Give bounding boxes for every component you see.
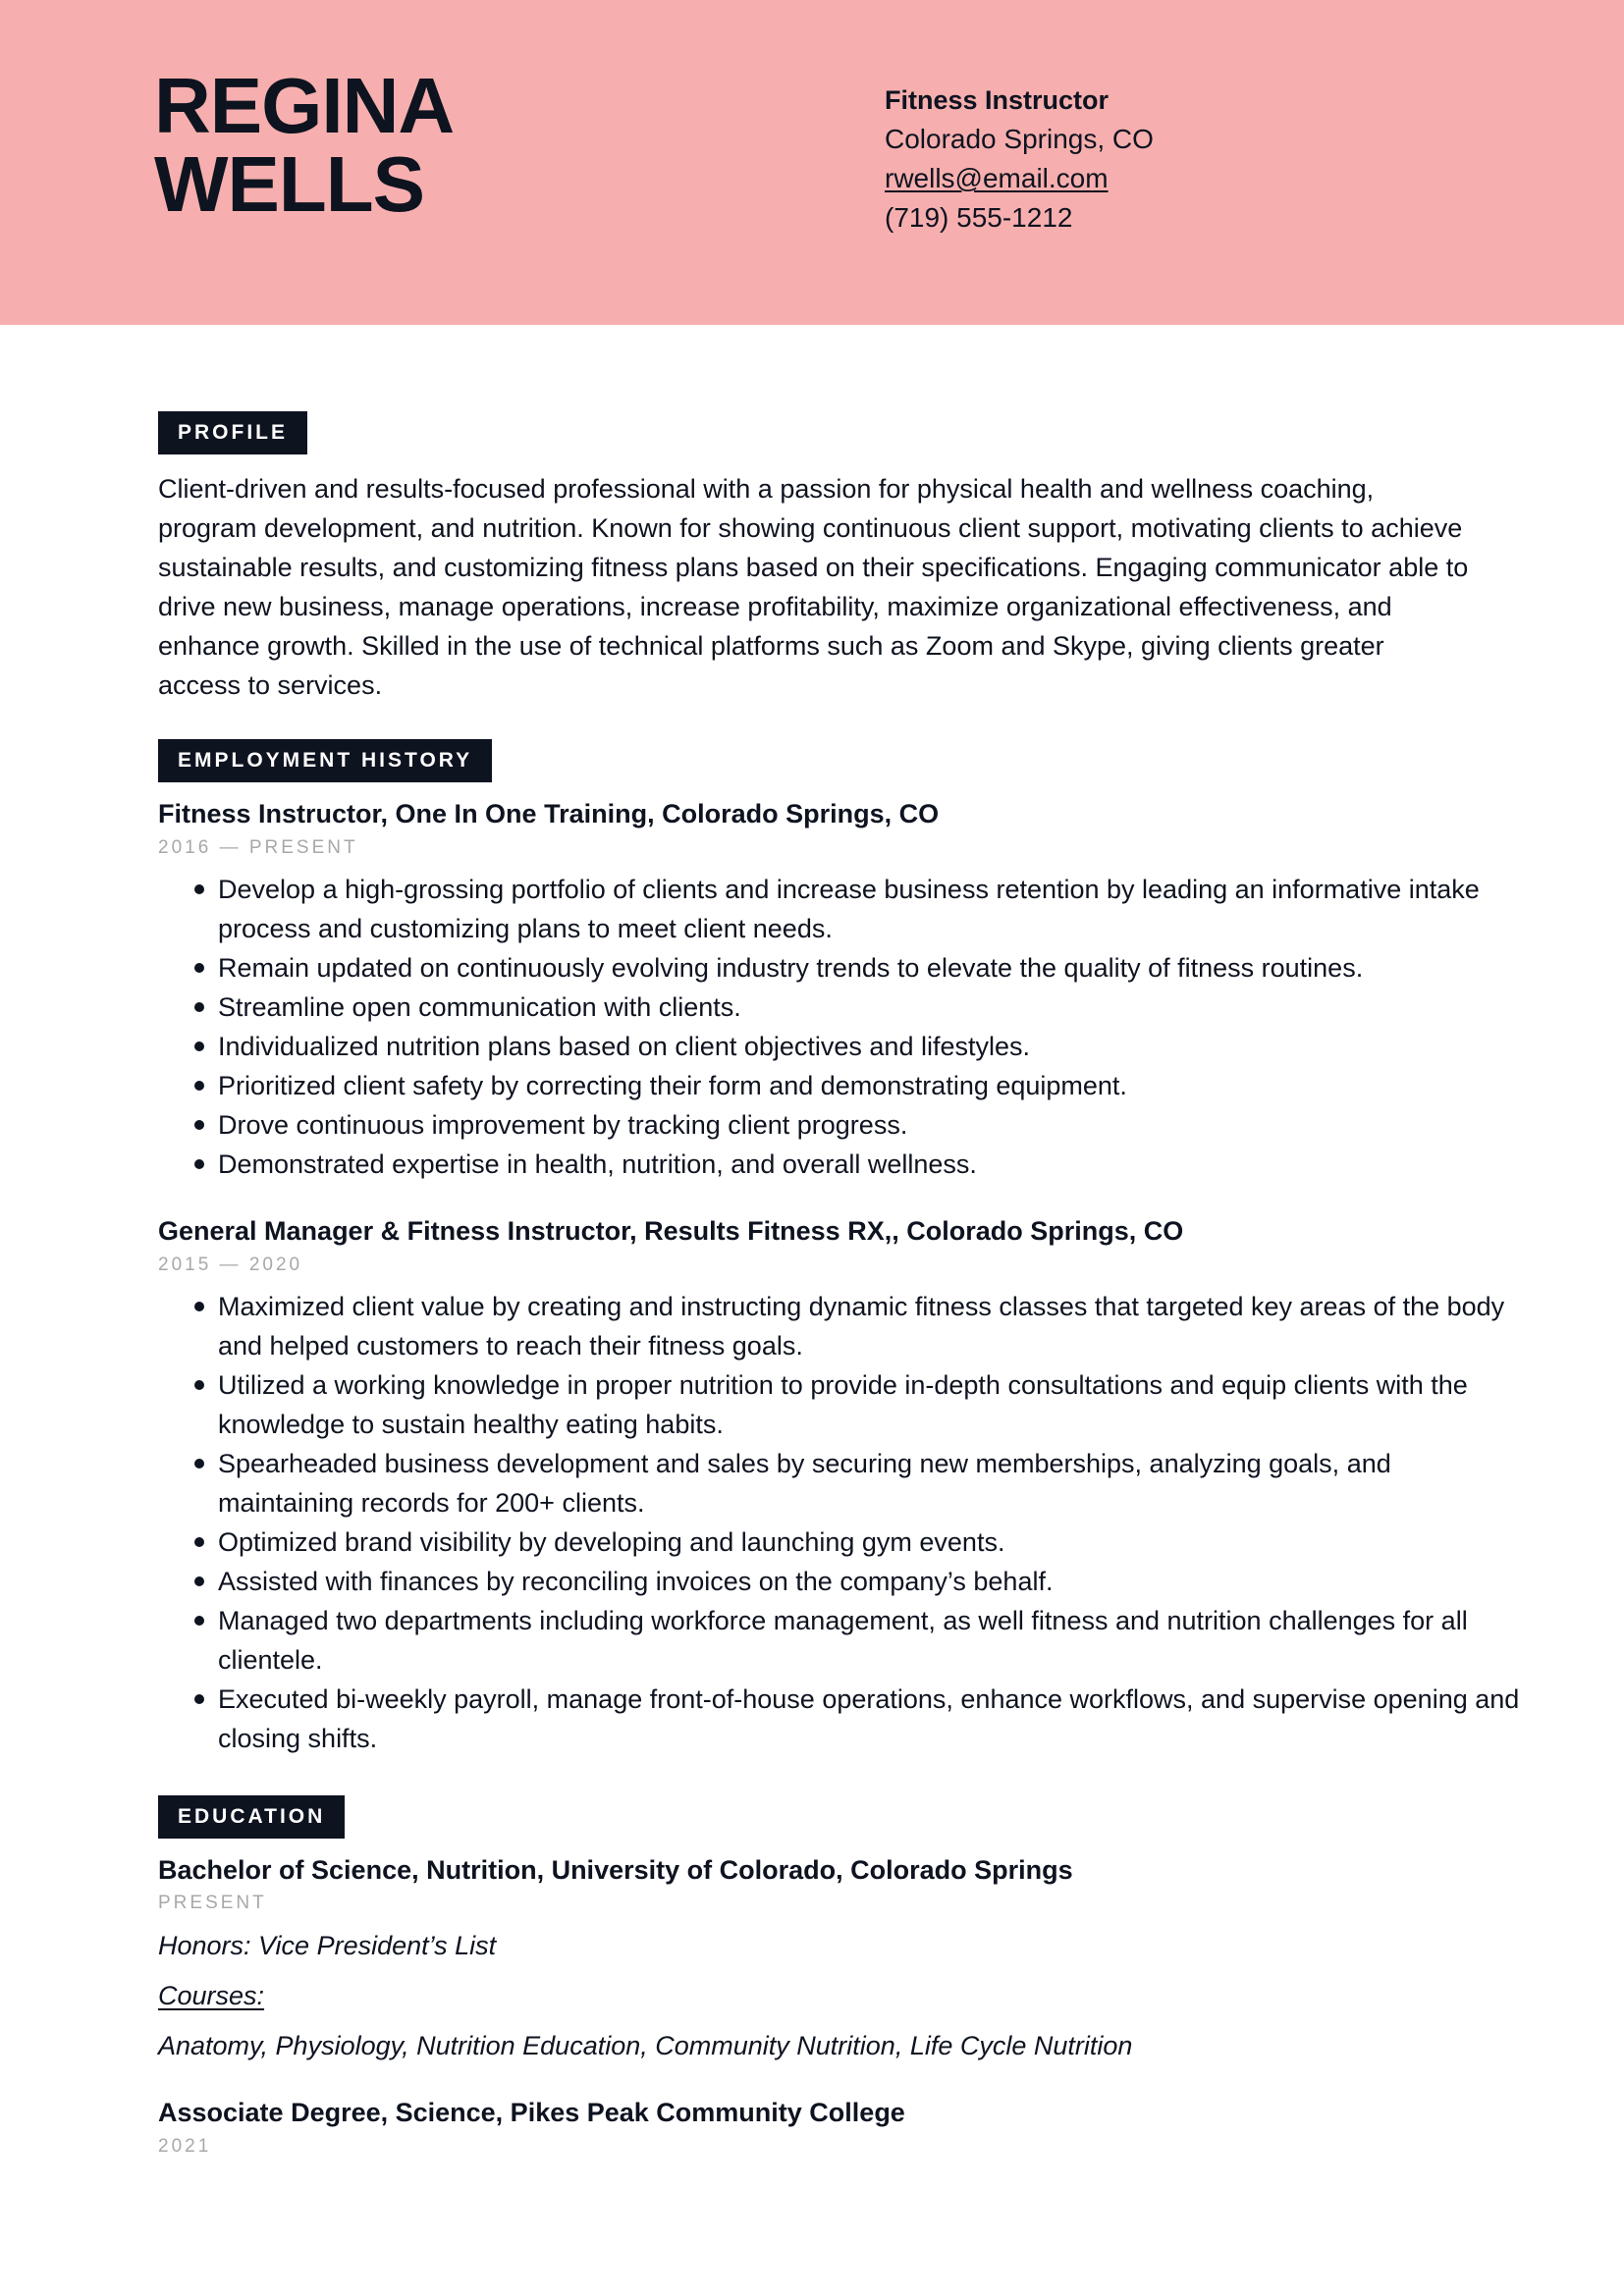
education-honors: Honors: Vice President’s List bbox=[158, 1931, 497, 1960]
bullet-icon bbox=[194, 1694, 204, 1704]
job-title: Fitness Instructor bbox=[885, 85, 1110, 115]
education-courses: Anatomy, Physiology, Nutrition Education, Community Nutrition, Life Cycle Nutrition bbox=[158, 2031, 1133, 2060]
list-item: Individualized nutrition plans based on client objectives and lifestyles. bbox=[218, 1027, 1534, 1066]
education-title-2: Associate Degree, Science, Pikes Peak Community College bbox=[158, 2098, 905, 2127]
list-item: Assisted with finances by reconciling invoices on the company’s behalf. bbox=[218, 1562, 1534, 1601]
bullet-icon bbox=[194, 1576, 204, 1586]
bullet-icon bbox=[194, 1616, 204, 1626]
bullet-icon bbox=[194, 1302, 204, 1311]
list-item: Streamline open communication with clients. bbox=[218, 988, 1534, 1027]
education-courses-label: Courses: bbox=[158, 1981, 265, 2010]
list-item: Develop a high-grossing portfolio of clients and increase business retention by leading an informative intake process and customizing plans to meet client needs. bbox=[218, 870, 1534, 948]
list-item: Prioritized client safety by correcting their form and demonstrating equipment. bbox=[218, 1066, 1534, 1105]
last-name: WELLS bbox=[154, 140, 424, 228]
resume-header bbox=[0, 0, 1624, 325]
list-item: Optimized brand visibility by developing and launching gym events. bbox=[218, 1522, 1534, 1562]
list-item: Managed two departments including workforce management, as well fitness and nutrition challenges for all clientele. bbox=[218, 1601, 1534, 1680]
bullet-icon bbox=[194, 1159, 204, 1169]
first-name: REGINA bbox=[154, 62, 455, 149]
contact-block bbox=[885, 80, 1154, 238]
email-link[interactable]: rwells@email.com bbox=[885, 163, 1109, 193]
bullet-icon bbox=[194, 1041, 204, 1051]
section-heading-education: EDUCATION bbox=[158, 1795, 345, 1839]
section-heading-employment: EMPLOYMENT HISTORY bbox=[158, 739, 492, 782]
bullet-icon bbox=[194, 884, 204, 894]
list-item: Maximized client value by creating and instructing dynamic fitness classes that targeted key areas of the body and helped customers to reach their fitness goals. bbox=[218, 1287, 1534, 1365]
education-dates-1: PRESENT bbox=[158, 1893, 267, 1913]
list-item: Spearheaded business development and sales by securing new memberships, analyzing goals, and maintaining records for 200+ clients. bbox=[218, 1444, 1534, 1522]
candidate-name bbox=[154, 62, 455, 228]
list-item: Remain updated on continuously evolving industry trends to elevate the quality of fitness routines. bbox=[218, 948, 1534, 988]
job-bullets-1 bbox=[158, 870, 1534, 1184]
bullet-icon bbox=[194, 1120, 204, 1130]
list-item: Demonstrated expertise in health, nutrition, and overall wellness. bbox=[218, 1145, 1534, 1184]
phone: (719) 555-1212 bbox=[885, 202, 1073, 233]
location: Colorado Springs, CO bbox=[885, 124, 1154, 154]
bullet-icon bbox=[194, 1459, 204, 1468]
job-title-2: General Manager & Fitness Instructor, Results Fitness RX,, Colorado Springs, CO bbox=[158, 1216, 1184, 1246]
bullet-icon bbox=[194, 963, 204, 973]
list-item: Executed bi-weekly payroll, manage front-of-house operations, enhance workflows, and supervise opening and closing shifts. bbox=[218, 1680, 1534, 1758]
job-dates-2: 2015 — 2020 bbox=[158, 1255, 303, 1275]
education-dates-2: 2021 bbox=[158, 2136, 212, 2157]
job-title-1: Fitness Instructor, One In One Training, Colorado Springs, CO bbox=[158, 799, 940, 828]
education-title-1: Bachelor of Science, Nutrition, University of Colorado, Colorado Springs bbox=[158, 1855, 1073, 1885]
list-item: Drove continuous improvement by tracking client progress. bbox=[218, 1105, 1534, 1145]
job-dates-1: 2016 — PRESENT bbox=[158, 837, 358, 858]
profile-text: Client-driven and results-focused professional with a passion for physical health and wellness coaching, program development, and nutrition. Known for showing continuous client support, motivating clients to achieve sustainable results, and customizing fitness plans based on their specifications. Engaging communicator able to drive new business, manage operations, increase profitability, maximize organizational effectiveness, and enhance growth. Skilled in the use of technical platforms such as Zoom and Skype, giving clients greater access to services. bbox=[158, 474, 1469, 700]
job-bullets-2 bbox=[158, 1287, 1534, 1758]
bullet-icon bbox=[194, 1002, 204, 1012]
list-item: Utilized a working knowledge in proper nutrition to provide in-depth consultations and equip clients with the knowledge to sustain healthy eating habits. bbox=[218, 1365, 1534, 1444]
bullet-icon bbox=[194, 1081, 204, 1091]
bullet-icon bbox=[194, 1380, 204, 1390]
bullet-icon bbox=[194, 1537, 204, 1547]
section-heading-profile: PROFILE bbox=[158, 411, 307, 454]
